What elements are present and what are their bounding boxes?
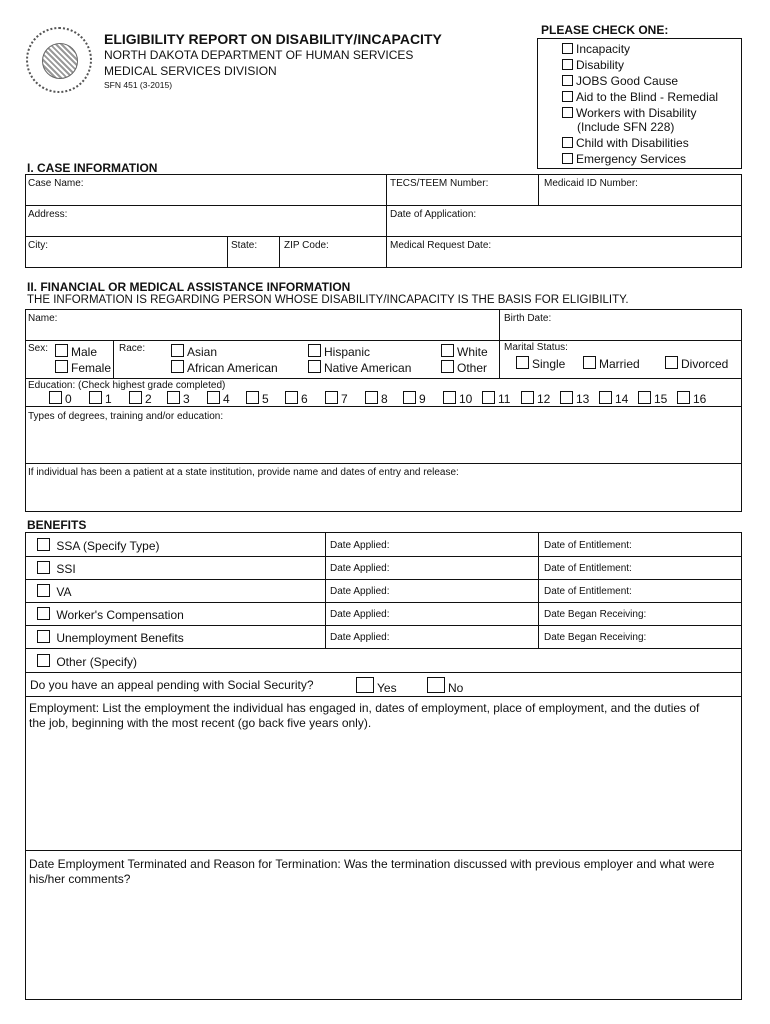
grade-option-6[interactable]: 6 <box>285 391 308 406</box>
race-label: Race: <box>119 343 146 354</box>
checkbox-ssi[interactable] <box>37 561 50 574</box>
grade-option-12[interactable]: 12 <box>521 391 550 406</box>
benefit-ssa[interactable]: SSA (Specify Type) <box>37 538 160 553</box>
checkbox-native-american[interactable] <box>308 360 321 373</box>
checkbox-va[interactable] <box>37 584 50 597</box>
education-label: Education: (Check highest grade completed) <box>28 380 226 391</box>
state-field[interactable]: State: <box>231 240 258 251</box>
benefit-workers-comp[interactable]: Worker's Compensation <box>37 607 184 622</box>
ssi-date-entitlement[interactable]: Date of Entitlement: <box>544 563 632 574</box>
unemployment-date-applied[interactable]: Date Applied: <box>330 632 390 643</box>
grade-option-14[interactable]: 14 <box>599 391 628 406</box>
checkbox-emergency[interactable] <box>562 153 573 164</box>
race-hispanic-option[interactable]: Hispanic <box>308 344 370 359</box>
form-id: SFN 451 (3-2015) <box>104 80 173 90</box>
grade-option-11[interactable]: 11 <box>482 391 510 406</box>
birth-date-field[interactable]: Birth Date: <box>504 313 552 324</box>
employment-history-field[interactable]: Employment: List the employment the individual has engaged in, dates of employment, place of employment, and the duties of the job, beginning with the most recent (go back five years only). <box>29 701 700 730</box>
checkbox-other-benefit[interactable] <box>37 654 50 667</box>
va-date-applied[interactable]: Date Applied: <box>330 586 390 597</box>
financial-section-title: II. FINANCIAL OR MEDICAL ASSISTANCE INFORMATION <box>27 280 351 294</box>
grade-option-10[interactable]: 10 <box>443 391 472 406</box>
ssi-date-applied[interactable]: Date Applied: <box>330 563 390 574</box>
grade-option-16[interactable]: 16 <box>677 391 706 406</box>
checkbox-single[interactable] <box>516 356 529 369</box>
checkbox-grade-1[interactable] <box>89 391 102 404</box>
benefit-other[interactable]: Other (Specify) <box>37 654 137 669</box>
checkbox-appeal-no[interactable] <box>427 677 445 693</box>
checkbox-grade-16[interactable] <box>677 391 690 404</box>
grade-option-4[interactable]: 4 <box>207 391 230 406</box>
workers-comp-date-began[interactable]: Date Began Receiving: <box>544 609 647 620</box>
option-emergency-services[interactable]: Emergency Services <box>562 152 686 166</box>
tecs-number-field[interactable]: TECS/TEEM Number: <box>390 178 489 189</box>
checkbox-african-american[interactable] <box>171 360 184 373</box>
checkbox-grade-10[interactable] <box>443 391 456 404</box>
race-native-american-option[interactable]: Native American <box>308 360 411 375</box>
checkbox-appeal-yes[interactable] <box>356 677 374 693</box>
checkbox-other-race[interactable] <box>441 360 454 373</box>
grade-option-5[interactable]: 5 <box>246 391 269 406</box>
option-incapacity[interactable]: Incapacity <box>562 42 630 56</box>
checkbox-unemployment[interactable] <box>37 630 50 643</box>
race-white-option[interactable]: White <box>441 344 488 359</box>
checkbox-grade-7[interactable] <box>325 391 338 404</box>
checkbox-grade-5[interactable] <box>246 391 259 404</box>
termination-reason-field[interactable]: Date Employment Terminated and Reason for Termination: Was the termination discussed with previous employer and what were his/her comments? <box>29 857 715 886</box>
checkbox-grade-6[interactable] <box>285 391 298 404</box>
case-name-field[interactable]: Case Name: <box>28 178 84 189</box>
unemployment-date-began[interactable]: Date Began Receiving: <box>544 632 647 643</box>
race-african-american-option[interactable]: African American <box>171 360 278 375</box>
appeal-no-option[interactable]: No <box>427 677 463 695</box>
checkbox-grade-13[interactable] <box>560 391 573 404</box>
marital-single-option[interactable]: Single <box>516 356 565 371</box>
medical-request-date-field[interactable]: Medical Request Date: <box>390 240 492 251</box>
state-seal-logo <box>26 27 92 93</box>
state-institution-field[interactable]: If individual has been a patient at a state institution, provide name and dates of entry and release: <box>28 467 459 478</box>
checkbox-aid-blind[interactable] <box>562 91 573 102</box>
ssa-date-entitlement[interactable]: Date of Entitlement: <box>544 540 632 551</box>
checkbox-grade-3[interactable] <box>167 391 180 404</box>
benefit-va[interactable]: VA <box>37 584 71 599</box>
sex-label: Sex: <box>28 343 49 354</box>
checkbox-male[interactable] <box>55 344 68 357</box>
marital-married-option[interactable]: Married <box>583 356 640 371</box>
checkbox-workers[interactable] <box>562 107 573 118</box>
financial-subtitle: THE INFORMATION IS REGARDING PERSON WHOSE DISABILITY/INCAPACITY IS THE BASIS FOR ELIGIBILITY. <box>27 294 629 306</box>
division-name: MEDICAL SERVICES DIVISION <box>104 64 277 78</box>
grade-option-2[interactable]: 2 <box>129 391 152 406</box>
sex-female-option[interactable]: Female <box>55 360 111 375</box>
ssa-date-applied[interactable]: Date Applied: <box>330 540 390 551</box>
checkbox-grade-14[interactable] <box>599 391 612 404</box>
checkbox-workers-comp[interactable] <box>37 607 50 620</box>
marital-status-label: Marital Status: <box>504 342 568 353</box>
benefits-title: BENEFITS <box>27 518 87 532</box>
checkbox-hispanic[interactable] <box>308 344 321 357</box>
checkbox-incapacity[interactable] <box>562 43 573 54</box>
checkbox-grade-8[interactable] <box>365 391 378 404</box>
appeal-yes-option[interactable]: Yes <box>356 677 397 695</box>
option-jobs-good-cause[interactable]: JOBS Good Cause <box>562 74 678 88</box>
medicaid-id-field[interactable]: Medicaid ID Number: <box>544 178 638 189</box>
va-date-entitlement[interactable]: Date of Entitlement: <box>544 586 632 597</box>
appeal-question: Do you have an appeal pending with Social Security? <box>30 678 314 692</box>
checkbox-female[interactable] <box>55 360 68 373</box>
option-child-disabilities[interactable]: Child with Disabilities <box>562 136 689 150</box>
option-aid-to-blind[interactable]: Aid to the Blind - Remedial <box>562 90 718 104</box>
date-of-application-field[interactable]: Date of Application: <box>390 209 477 220</box>
address-field[interactable]: Address: <box>28 209 68 220</box>
person-name-field[interactable]: Name: <box>28 313 58 324</box>
grade-option-7[interactable]: 7 <box>325 391 348 406</box>
marital-divorced-option[interactable]: Divorced <box>665 356 728 371</box>
benefit-ssi[interactable]: SSI <box>37 561 76 576</box>
grade-option-9[interactable]: 9 <box>403 391 426 406</box>
checkbox-ssa[interactable] <box>37 538 50 551</box>
check-one-title: PLEASE CHECK ONE: <box>541 23 669 37</box>
checkbox-asian[interactable] <box>171 344 184 357</box>
option-disability[interactable]: Disability <box>562 58 624 72</box>
degrees-field[interactable]: Types of degrees, training and/or education: <box>28 411 224 422</box>
checkbox-grade-2[interactable] <box>129 391 142 404</box>
zip-field[interactable]: ZIP Code: <box>284 240 329 251</box>
grade-option-13[interactable]: 13 <box>560 391 589 406</box>
city-field[interactable]: City: <box>28 240 48 251</box>
checkbox-grade-9[interactable] <box>403 391 416 404</box>
grade-option-0[interactable]: 0 <box>49 391 72 406</box>
checkbox-child[interactable] <box>562 137 573 148</box>
form-title: ELIGIBILITY REPORT ON DISABILITY/INCAPACITY <box>104 31 442 47</box>
checkbox-grade-12[interactable] <box>521 391 534 404</box>
benefit-unemployment[interactable]: Unemployment Benefits <box>37 630 184 645</box>
checkbox-divorced[interactable] <box>665 356 678 369</box>
option-workers-disability[interactable]: Workers with Disability <box>562 106 696 120</box>
checkbox-grade-11[interactable] <box>482 391 495 404</box>
sex-male-option[interactable]: Male <box>55 344 97 359</box>
checkbox-jobs[interactable] <box>562 75 573 86</box>
grade-option-15[interactable]: 15 <box>638 391 667 406</box>
case-section-title: I. CASE INFORMATION <box>27 161 158 175</box>
checkbox-disability[interactable] <box>562 59 573 70</box>
department-name: NORTH DAKOTA DEPARTMENT OF HUMAN SERVICES <box>104 48 414 62</box>
checkbox-grade-15[interactable] <box>638 391 651 404</box>
grade-option-3[interactable]: 3 <box>167 391 190 406</box>
grade-option-1[interactable]: 1 <box>89 391 112 406</box>
checkbox-grade-4[interactable] <box>207 391 220 404</box>
race-asian-option[interactable]: Asian <box>171 344 217 359</box>
checkbox-married[interactable] <box>583 356 596 369</box>
checkbox-grade-0[interactable] <box>49 391 62 404</box>
workers-comp-date-applied[interactable]: Date Applied: <box>330 609 390 620</box>
workers-note: (Include SFN 228) <box>577 120 675 134</box>
checkbox-white[interactable] <box>441 344 454 357</box>
grade-option-8[interactable]: 8 <box>365 391 388 406</box>
race-other-option[interactable]: Other <box>441 360 487 375</box>
